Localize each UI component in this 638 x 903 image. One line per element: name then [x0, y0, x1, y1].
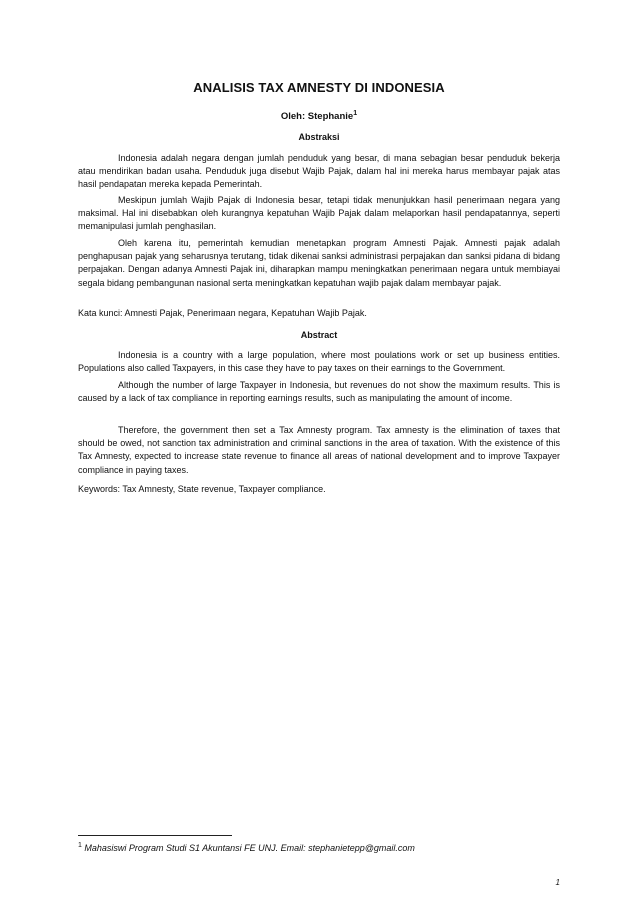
paper-title: ANALISIS TAX AMNESTY DI INDONESIA: [193, 80, 445, 95]
page-number: 1: [555, 878, 560, 887]
abstraksi-paragraph-1: Indonesia adalah negara dengan jumlah penduduk yang besar, di mana sebagian besar penduduk bekerja atau mendirikan badan usaha. Penduduk juga disebut Wajib Pajak, dalam hal ini mereka harus membayar pajak atas hasil pendapatan mereka kepada Pemerintah.: [78, 153, 560, 190]
abstraksi-paragraph-3: Oleh karena itu, pemerintah kemudian menetapkan program Amnesti Pajak. Amnesti pajak adalah penghapusan pajak yang seharusnya terutang, tidak dikenai sanksi administrasi perpajakan dan sanksi pidana di bidang perpajakan. Dengan adanya Amnesti Pajak ini, diharapkan mampu meningkatkan penerimaan negara untuk membiayai segala bidang pembangunan nasional serta meningkatkan kepatuhan wajib pajak dalam membayar pajak.: [78, 238, 560, 288]
abstraksi-heading: Abstraksi: [298, 132, 340, 142]
abstract-heading: Abstract: [300, 330, 338, 340]
footnote-text: Mahasiswi Program Studi S1 Akuntansi FE UNJ. Email: stephanietepp@gmail.com: [84, 843, 415, 853]
footnote: [78, 842, 415, 853]
abstract-keywords: Keywords: Tax Amnesty, State revenue, Taxpayer compliance.: [78, 484, 326, 494]
abstract-paragraph-1: Indonesia is a country with a large population, where most poulations work or set up business entities. Populations also called Taxpayers, in this case they have to pay taxes on their earnings to the Government.: [78, 350, 560, 374]
abstract-paragraph-3: Therefore, the government then set a Tax Amnesty program. Tax amnesty is the elimination of taxes that should be owed, not sanction tax administration and criminal sanctions in the area of taxation. With the existence of this Tax Amnesty, expected to increase state revenue to finance all areas of national development and to improve Taxpayer compliance in paying taxes.: [78, 425, 560, 475]
author-line: [0, 110, 638, 122]
abstraksi-paragraph-2: Meskipun jumlah Wajib Pajak di Indonesia besar, tetapi tidak menunjukkan hasil penerimaan negara yang maksimal. Hal ini disebabkan oleh kurangnya kepatuhan Wajib Pajak dalam melaporkan hasil pendapatannya, seperti memanipulasi jumlah penghasilan.: [78, 195, 560, 232]
author-name: Oleh: Stephanie: [280, 111, 354, 123]
abstract-paragraph-2: Although the number of large Taxpayer in Indonesia, but revenues do not show the maximum results. This is caused by a lack of tax compliance in reporting earnings results, such as manipulating the amount of income.: [78, 380, 560, 404]
author-footnote-mark: 1: [353, 110, 358, 117]
abstraksi-keywords: Kata kunci: Amnesti Pajak, Penerimaan negara, Kepatuhan Wajib Pajak.: [78, 308, 367, 318]
footnote-separator: [78, 835, 232, 836]
footnote-mark: 1: [78, 842, 82, 849]
